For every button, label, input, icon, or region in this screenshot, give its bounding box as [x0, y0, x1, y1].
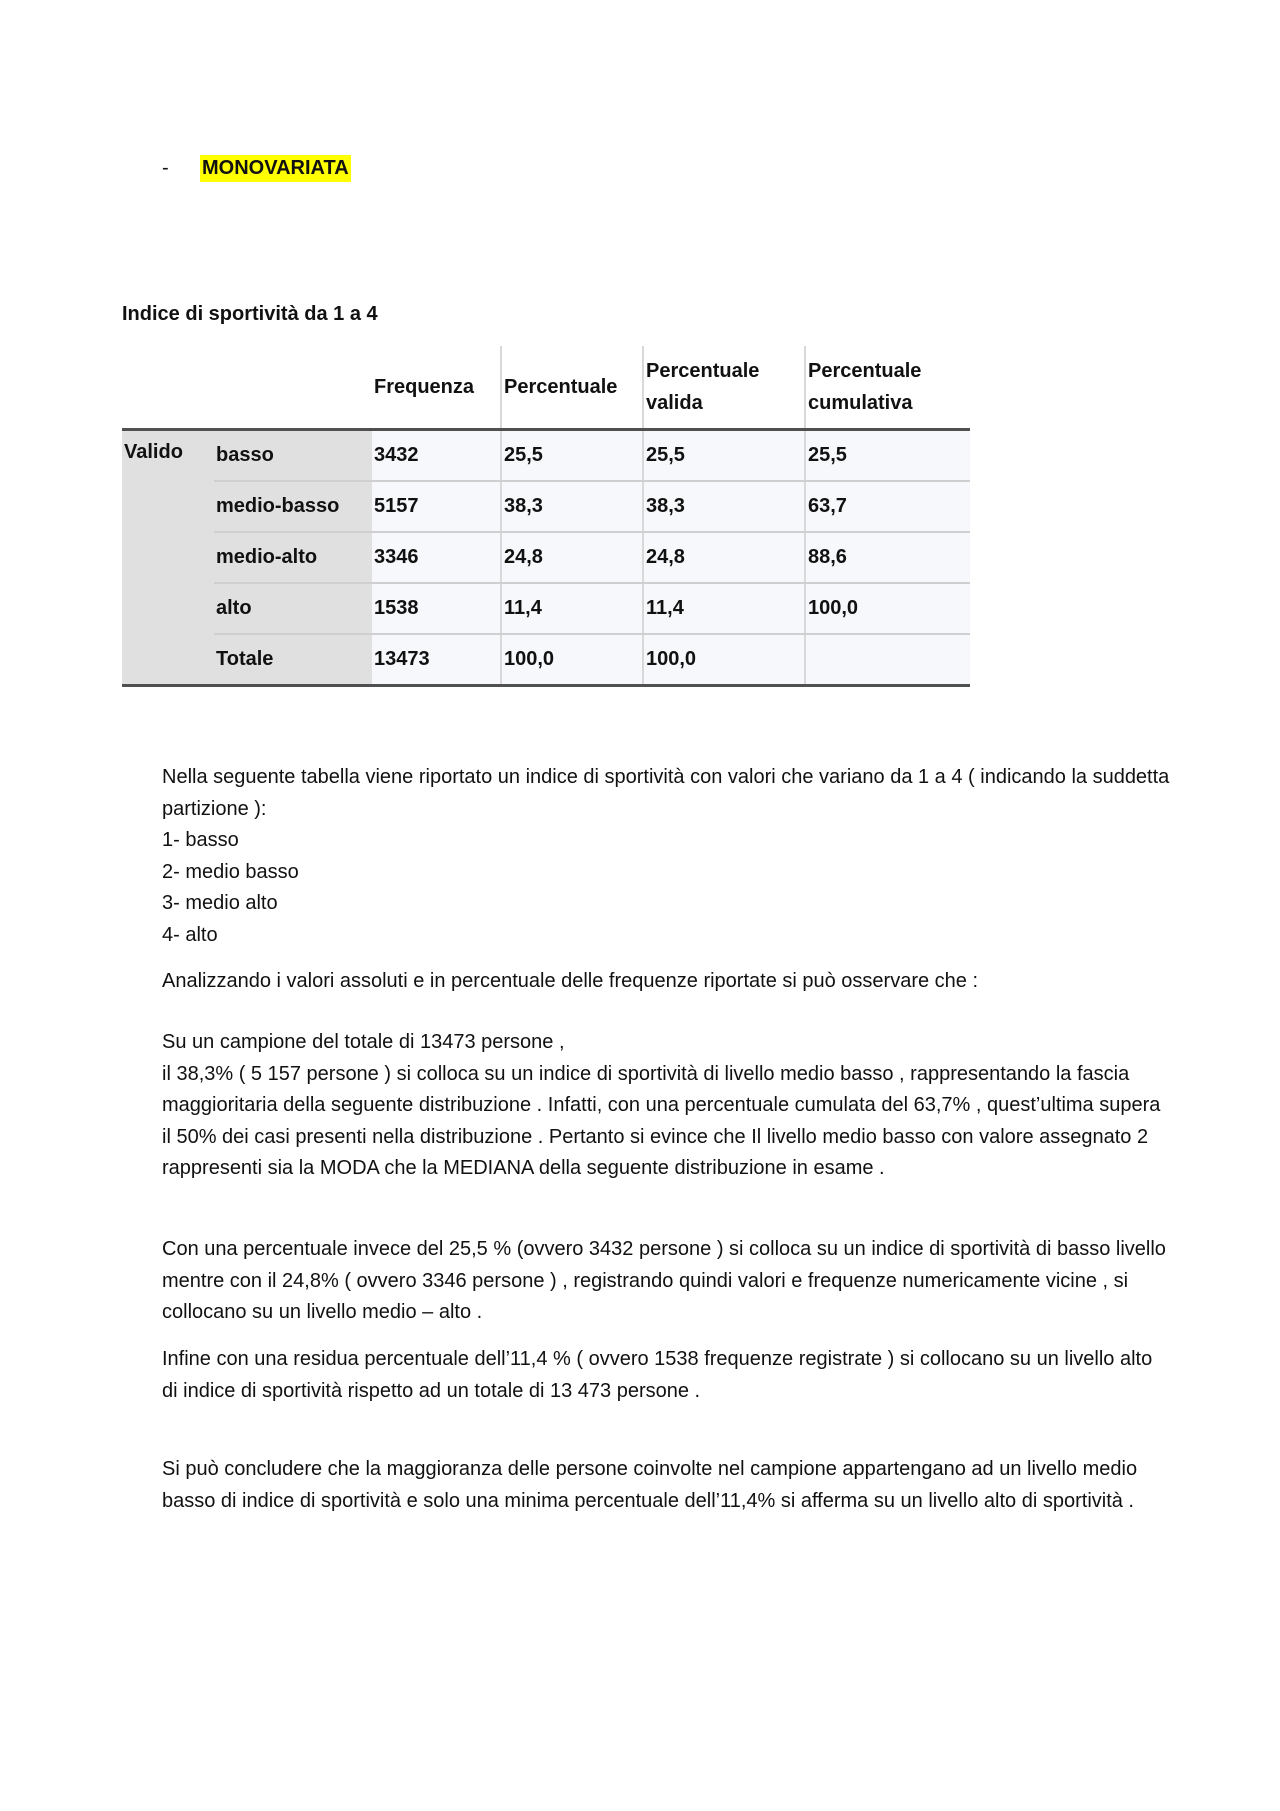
- cell-valida: 38,3: [643, 481, 805, 532]
- cell-percentuale: 100,0: [501, 634, 643, 686]
- cell-cumulativa: 88,6: [805, 532, 970, 583]
- row-label: Totale: [214, 634, 372, 686]
- list-item: 2- medio basso: [162, 860, 299, 883]
- list-item: 3- medio alto: [162, 892, 278, 914]
- list-item: 1- basso: [162, 829, 239, 851]
- section-heading: [162, 155, 351, 182]
- cell-valida: 25,5: [643, 430, 805, 482]
- cell-frequenza: 3432: [372, 430, 501, 482]
- paragraph: il 38,3% ( 5 157 persone ) si colloca su un indice di sportività di livello medio basso , rappresentando la fascia maggioritaria della seguente distribuzione . Infatti, con una percentuale cumulata del 63,7% , quest’ultima supera il 50% dei casi presenti nella distribuzione . Pertanto si evince che Il livello medio basso con valore assegnato 2 rappresenti sia la MODA che la MEDIANA della seguente distribuzione in esame .: [162, 1062, 1161, 1179]
- row-label: basso: [214, 430, 372, 482]
- intro-block: [162, 762, 1172, 951]
- table-row: [122, 532, 970, 583]
- frequency-table: [122, 346, 970, 687]
- cell-percentuale: 25,5: [501, 430, 643, 482]
- sample-line: Su un campione del totale di 13473 persone ,: [162, 1031, 565, 1053]
- cell-valida: 24,8: [643, 532, 805, 583]
- table-row-total: [122, 634, 970, 686]
- table-title: Indice di sportività da 1 a 4: [122, 303, 378, 325]
- cell-valida: 100,0: [643, 634, 805, 686]
- conclusion-paragraph: Si può concludere che la maggioranza delle persone coinvolte nel campione appartengano ad un livello medio basso di indice di sportività e solo una minima percentuale dell’11,4% si afferma su un livello alto di sportività .: [162, 1458, 1138, 1512]
- row-label: medio-basso: [214, 481, 372, 532]
- cell-valida: 11,4: [643, 583, 805, 634]
- cell-percentuale: 24,8: [501, 532, 643, 583]
- paragraph-2: Con una percentuale invece del 25,5 % (ovvero 3432 persone ) si colloca su un indice di sportività di basso livello mentre con il 24,8% ( ovvero 3346 persone ) , registrando quindi valori e frequenze numericamente vicine , si collocano su un livello medio – alto .: [162, 1238, 1166, 1323]
- cell-frequenza: 13473: [372, 634, 501, 686]
- row-label: alto: [214, 583, 372, 634]
- analysis-intro: Analizzando i valori assoluti e in percentuale delle frequenze riportate si può osservare che :: [162, 970, 979, 992]
- list-item: 4- alto: [162, 923, 218, 946]
- cell-frequenza: 5157: [372, 481, 501, 532]
- cell-cumulativa: 63,7: [805, 481, 970, 532]
- table-header-row: [122, 346, 970, 430]
- table-row: [122, 430, 970, 482]
- intro-paragraph: Nella seguente tabella viene riportato un indice di sportività con valori che variano da 1 a 4 ( indicando la suddetta partizione ):: [162, 766, 1170, 820]
- header-percentuale: Percentuale: [501, 346, 643, 430]
- paragraph-3: Infine con una residua percentuale dell’11,4 % ( ovvero 1538 frequenze registrate ) si collocano su un livello alto di indice di sportività rispetto ad un totale di 13 473 persone .: [162, 1348, 1153, 1402]
- group-label-valido: Valido: [122, 430, 214, 686]
- row-label: medio-alto: [214, 532, 372, 583]
- header-percentuale-valida: Percentuale valida: [643, 346, 805, 430]
- cell-frequenza: 1538: [372, 583, 501, 634]
- bullet-dash: -: [162, 157, 169, 179]
- highlighted-heading: MONOVARIATA: [200, 155, 351, 182]
- cell-percentuale: 11,4: [501, 583, 643, 634]
- cell-percentuale: 38,3: [501, 481, 643, 532]
- header-percentuale-cumulativa: Percentuale cumulativa: [805, 346, 970, 430]
- paragraph-block-1: [162, 1027, 1172, 1185]
- cell-frequenza: 3346: [372, 532, 501, 583]
- cell-cumulativa: [805, 634, 970, 686]
- table-row: [122, 583, 970, 634]
- table-row: [122, 481, 970, 532]
- cell-cumulativa: 100,0: [805, 583, 970, 634]
- header-frequenza: Frequenza: [372, 346, 501, 430]
- cell-cumulativa: 25,5: [805, 430, 970, 482]
